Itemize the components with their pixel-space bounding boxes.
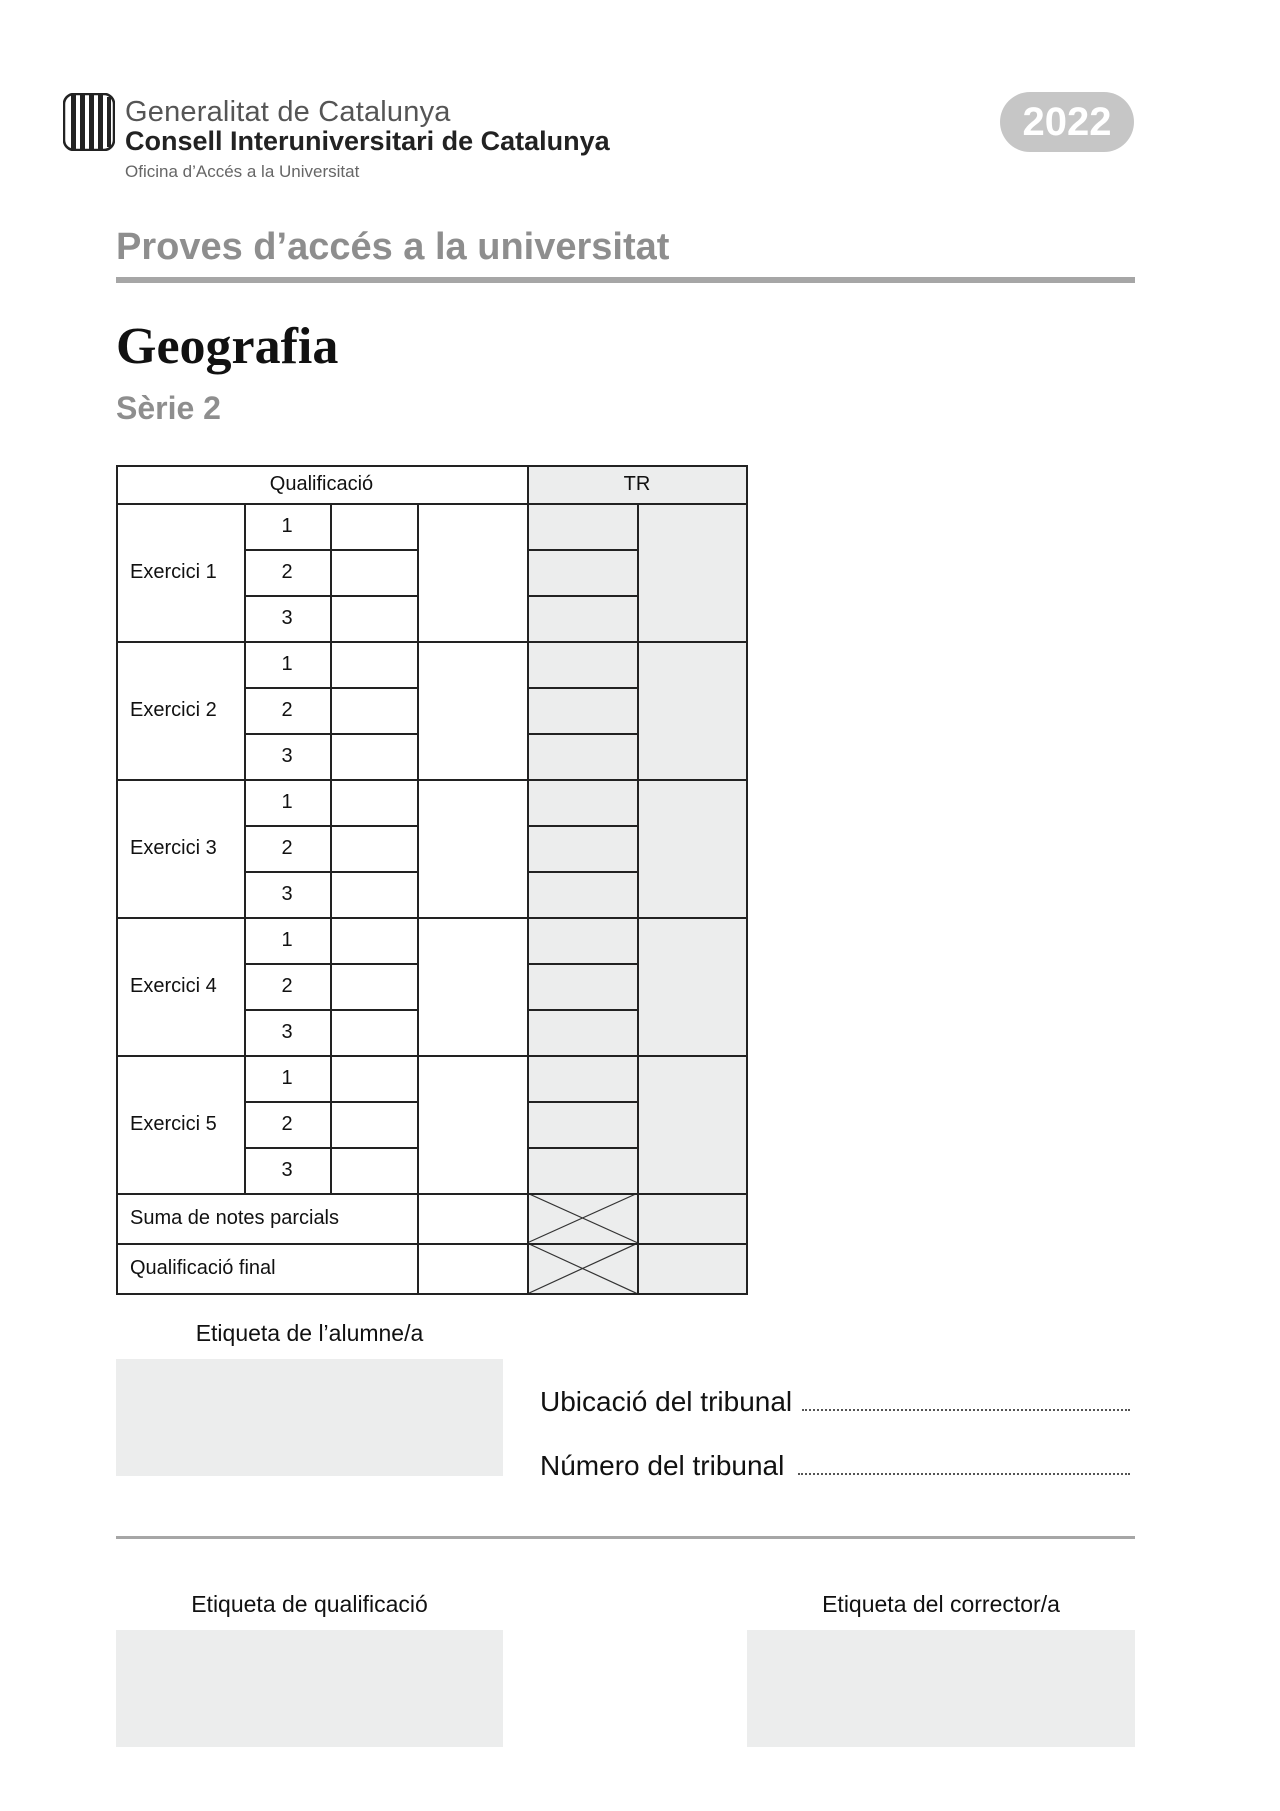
grade-label-title: Etiqueta de qualificació <box>191 1591 428 1617</box>
tribunal-location-field[interactable] <box>802 1409 1130 1411</box>
exercise-label: Exercici 2 <box>130 699 217 721</box>
tribunal-location-label: Ubicació del tribunal <box>540 1386 793 1417</box>
part-number: 1 <box>281 929 293 951</box>
exercise-label: Exercici 4 <box>130 975 217 997</box>
final-label: Qualificació final <box>130 1257 276 1279</box>
part-number: 3 <box>281 607 293 629</box>
part-number: 3 <box>281 1159 293 1181</box>
header-qualificacio: Qualificació <box>269 473 374 495</box>
corrector-label-box[interactable] <box>747 1630 1135 1747</box>
exercise-label: Exercici 1 <box>130 561 217 583</box>
part-number: 2 <box>281 975 293 997</box>
council-name: Consell Interuniversitari de Catalunya <box>125 126 610 156</box>
sum-label: Suma de notes parcials <box>130 1207 340 1229</box>
part-number: 3 <box>281 1021 293 1043</box>
student-label-title: Etiqueta de l’alumne/a <box>195 1320 424 1346</box>
grade-label-box[interactable] <box>116 1630 503 1747</box>
corrector-label-title: Etiqueta del corrector/a <box>822 1591 1060 1617</box>
part-number: 2 <box>281 837 293 859</box>
section-divider <box>116 1536 1135 1539</box>
part-number: 1 <box>281 1067 293 1089</box>
exam-subtitle: Proves d’accés a la universitat <box>116 226 670 268</box>
header-tr: TR <box>623 473 651 495</box>
year-badge: 2022 <box>1000 92 1134 152</box>
part-number: 2 <box>281 1113 293 1135</box>
exercise-label: Exercici 3 <box>130 837 217 859</box>
tribunal-number-field[interactable] <box>798 1473 1130 1475</box>
tribunal-number-label: Número del tribunal <box>540 1450 785 1481</box>
org-name: Generalitat de Catalunya <box>125 96 451 128</box>
part-number: 1 <box>281 653 293 675</box>
office-name: Oficina d’Accés a la Universitat <box>125 162 360 181</box>
part-number: 3 <box>281 745 293 767</box>
student-label-box[interactable] <box>116 1359 503 1476</box>
generalitat-logo <box>63 93 115 151</box>
header-divider <box>116 277 1135 283</box>
part-number: 2 <box>281 561 293 583</box>
part-number: 2 <box>281 699 293 721</box>
exercise-label: Exercici 5 <box>130 1113 217 1135</box>
part-number: 1 <box>281 515 293 537</box>
part-number: 1 <box>281 791 293 813</box>
page-title: Geografia <box>116 318 339 375</box>
part-number: 3 <box>281 883 293 905</box>
exam-series: Sèrie 2 <box>116 390 221 426</box>
